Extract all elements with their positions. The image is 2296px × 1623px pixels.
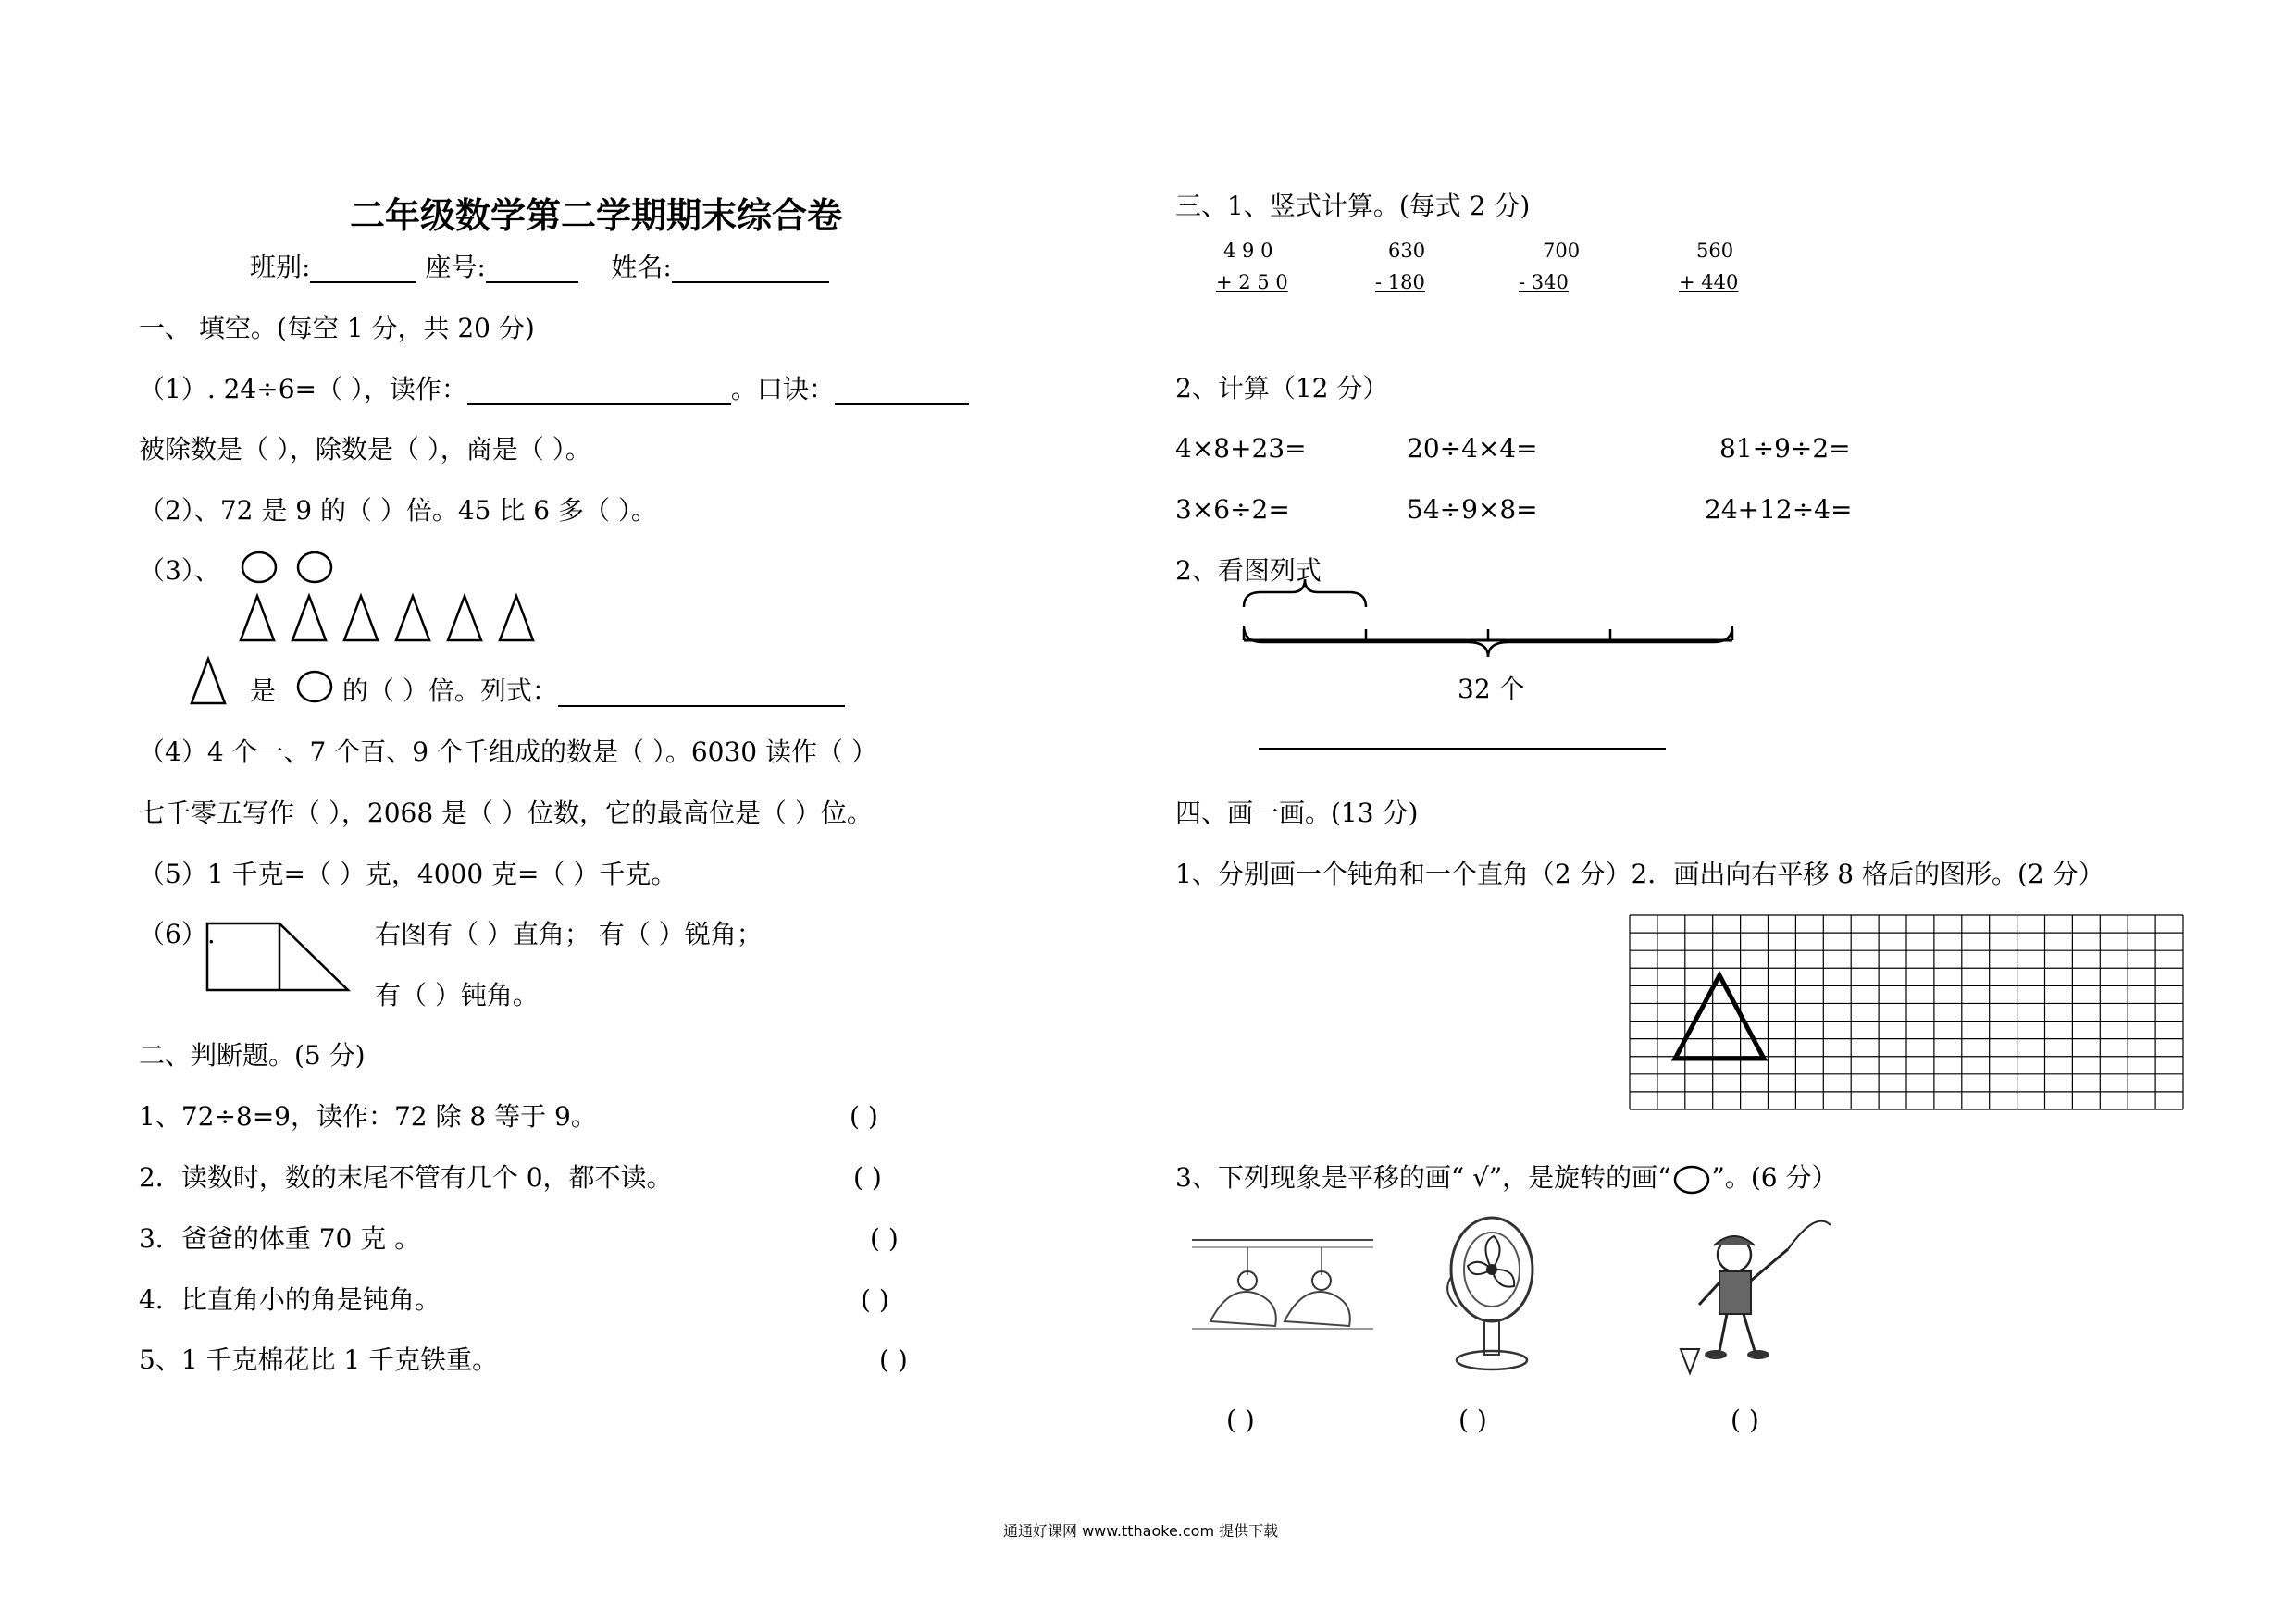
judge-answer[interactable]: ( ) — [850, 1101, 878, 1132]
circle-shape — [294, 668, 335, 705]
spinning-top-illustration — [1658, 1203, 1834, 1381]
question-6-text: 右图有（ ）直角； 有（ ）锐角； — [375, 919, 763, 949]
triangle-shape — [500, 596, 533, 640]
circle-mark-icon — [1671, 1164, 1712, 1196]
calc-item: 3×6÷2= — [1175, 494, 1290, 525]
expression-blank[interactable] — [558, 681, 845, 707]
judge-answer[interactable]: ( ) — [1226, 1405, 1255, 1435]
calc-item: 81÷9÷2= — [1719, 433, 1851, 464]
question-1-line-2: 被除数是（ ），除数是（ ），商是（ ）。 — [139, 434, 591, 465]
calc-item: 24+12÷4= — [1705, 494, 1853, 525]
calc-heading: 2、计算（12 分） — [1175, 373, 1389, 403]
triangle-shape — [344, 596, 378, 640]
question-3-text — [342, 675, 845, 707]
judge-answer[interactable]: ( ) — [879, 1344, 908, 1375]
triangle-shape — [241, 596, 274, 640]
draw-question-3-end: ”。(6 分） — [1711, 1162, 1838, 1193]
judge-item: 5、1 千克棉花比 1 千克铁重。 — [139, 1344, 499, 1375]
draw-question-3-text: 3、下列现象是平移的画“ √”，是旋转的画“ — [1175, 1162, 1671, 1193]
student-info-line — [250, 252, 829, 283]
section-4-heading: 四、画一画。(13 分) — [1175, 798, 1419, 828]
question-6-text-2: 有（ ）钝角。 — [375, 980, 539, 1010]
triangle-shape — [396, 596, 429, 640]
question-1 — [139, 374, 969, 405]
vertical-top: 700 — [1543, 240, 1581, 262]
circle-shape — [298, 552, 331, 582]
seat-label: 座号: — [425, 252, 486, 282]
question-5: （5）1 千克=（ ）克，4000 克=（ ）千克。 — [139, 859, 677, 889]
question-1-text: （1）. 24÷6=（ ），读作： — [139, 374, 467, 404]
vertical-bottom: + 440 — [1679, 271, 1739, 293]
page-title: 二年级数学第二学期期末综合卷 — [350, 195, 843, 236]
question-3-rest: 的（ ）倍。列式： — [342, 675, 558, 706]
judge-answer[interactable]: ( ) — [1458, 1405, 1487, 1435]
seat-blank[interactable] — [486, 257, 578, 283]
vertical-bottom: - 340 — [1519, 271, 1569, 293]
judge-item: 3．爸爸的体重 70 克 。 — [139, 1223, 421, 1254]
triangle-shape — [189, 655, 228, 707]
vertical-top: 560 — [1696, 240, 1734, 262]
circles-row — [239, 548, 341, 587]
class-label: 班别: — [250, 252, 311, 282]
brace-diagram — [1240, 561, 1740, 663]
vertical-bottom: - 180 — [1375, 271, 1425, 293]
draw-question-1: 1、分别画一个钝角和一个直角（2 分）2．画出向右平移 8 格后的图形。(2 分） — [1175, 859, 2104, 889]
formula-blank[interactable] — [835, 379, 969, 405]
calc-item: 54÷9×8= — [1407, 494, 1538, 525]
calc-item: 20÷4×4= — [1407, 433, 1538, 464]
question-4: （4）4 个一、7 个百、9 个千组成的数是（ ）。6030 读作（ ） — [139, 737, 877, 767]
answer-line[interactable] — [1259, 748, 1666, 750]
grid-paper[interactable] — [1629, 914, 2186, 1112]
question-3-label: （3）、 — [139, 555, 220, 586]
draw-question-3 — [1175, 1162, 1837, 1196]
circle-shape — [242, 552, 276, 582]
question-4-line-2: 七千零五写作（ ），2068 是（ ）位数，它的最高位是（ ）位。 — [139, 798, 873, 828]
judge-answer[interactable]: ( ) — [853, 1162, 882, 1193]
question-6-label: （6）. — [139, 919, 216, 949]
section-1-heading: 一、 填空。(每空 1 分，共 20 分) — [139, 313, 535, 343]
judge-item: 1、72÷8=9，读作：72 除 8 等于 9。 — [139, 1101, 597, 1132]
vertical-top: 4 9 0 — [1223, 240, 1273, 262]
triangle-shape — [448, 596, 481, 640]
name-blank[interactable] — [672, 257, 829, 283]
vertical-bottom: + 2 5 0 — [1216, 271, 1288, 293]
picture-heading: 2、看图列式 — [1175, 555, 1322, 586]
judge-answer[interactable]: ( ) — [870, 1223, 899, 1254]
triangle-shape — [292, 596, 326, 640]
trapezoid-figure — [205, 922, 354, 996]
triangles-row — [239, 592, 553, 644]
name-label: 姓名: — [611, 252, 672, 282]
question-1-formula-label: 。口诀： — [730, 374, 835, 404]
section-3-heading: 三、1、竖式计算。(每式 2 分) — [1175, 191, 1531, 221]
question-3-is: 是 — [250, 675, 277, 706]
section-2-heading: 二、判断题。(5 分) — [139, 1040, 366, 1071]
judge-answer[interactable]: ( ) — [861, 1284, 889, 1315]
judge-item: 4．比直角小的角是钝角。 — [139, 1284, 441, 1315]
judge-answer[interactable]: ( ) — [1731, 1405, 1759, 1435]
judge-item: 2．读数时，数的末尾不管有几个 0，都不读。 — [139, 1162, 673, 1193]
brace-label: 32 个 — [1458, 674, 1525, 704]
vertical-top: 630 — [1388, 240, 1426, 262]
read-as-blank[interactable] — [467, 379, 731, 405]
calc-item: 4×8+23= — [1175, 433, 1307, 464]
footer-credit: 通通好课网 www.tthaoke.com 提供下载 — [1003, 1522, 1279, 1540]
question-2: （2）、72 是 9 的（ ）倍。45 比 6 多（ ）。 — [139, 495, 657, 526]
class-blank[interactable] — [310, 257, 416, 283]
triangle-shape — [1675, 975, 1764, 1059]
swing-ride-illustration — [1192, 1220, 1377, 1336]
electric-fan-illustration — [1433, 1212, 1551, 1374]
